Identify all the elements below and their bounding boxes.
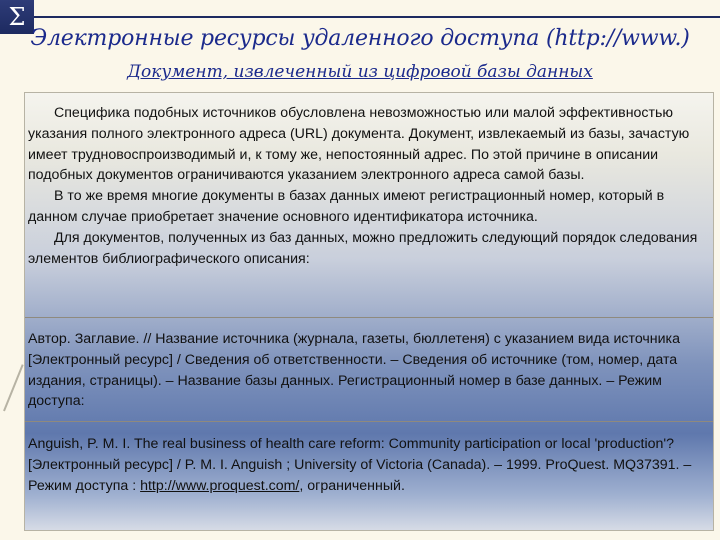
example-text (28, 434, 703, 496)
paragraph-specifics: Специфика подобных источников обусловлена невозможностью или малой эффективностью указания полного электронного адреса (URL) документа. Документ, извлекаемый из базы, зачастую имеет трудновоспроизводимый и, к тому же, непостоянный адрес. По этой причине в описании подобных документов ограничиваются указанием электронного адреса самой базы. (28, 105, 690, 184)
divider (25, 421, 713, 422)
example-reference (28, 434, 703, 496)
sigma-logo: Σ (0, 0, 34, 34)
divider (25, 317, 713, 318)
paragraph-order: Для документов, полученных из баз данных, можно предложить следующий порядок следования элементов библиографического описания: (28, 229, 698, 267)
example-tail: , ограниченный. (299, 477, 405, 494)
intro-text (28, 103, 703, 269)
slide-subtitle: Документ, извлеченный из цифровой базы данных (127, 62, 593, 82)
proquest-link[interactable]: http://www.proquest.com/ (140, 477, 300, 494)
decorative-line (3, 364, 24, 411)
description-template (28, 329, 703, 412)
slide-title: Электронные ресурсы удаленного доступа (http://www.) (30, 26, 690, 51)
content-panel (24, 92, 714, 531)
example-main: Anguish, P. M. I. The real business of health care reform: Community participation or local 'production'? [Электронный ресурс] / P. M. I. Anguish ; University of Victoria (Canada). – 1999. ProQuest. MQ37391. – Режим доступа : (28, 436, 692, 494)
header-rule (34, 16, 720, 18)
template-text: Автор. Заглавие. // Название источника (журнала, газеты, бюллетеня) с указанием вида источника [Электронный ресурс] / Сведения об ответственности. – Сведения об источнике (том, номер, дата издания, страницы). – Название базы данных. Регистрационный номер в базе данных. – Режим доступа: (28, 331, 680, 410)
paragraph-registration-number: В то же время многие документы в базах данных имеют регистрационный номер, который в данном случае приобретает значение основного идентификатора источника. (28, 188, 665, 225)
